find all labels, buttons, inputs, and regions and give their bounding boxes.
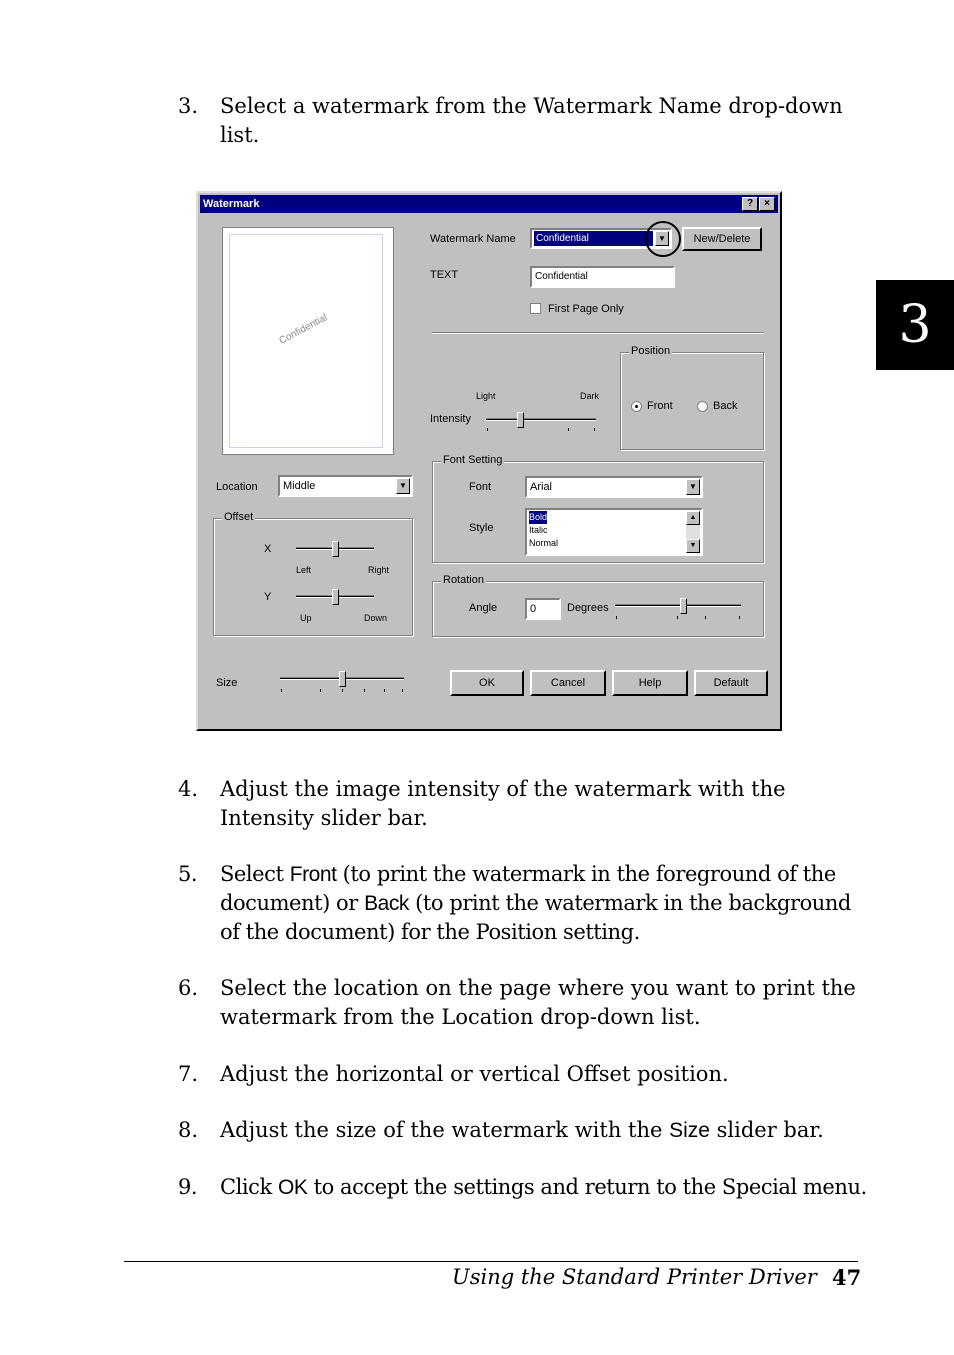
step-text: Adjust the image intensity of the watermark with the Intensity slider bar. — [220, 777, 786, 830]
slider-tick — [677, 616, 678, 619]
step-text-part: to accept the settings and return to the Special menu. — [307, 1175, 867, 1199]
slider-tick — [594, 428, 595, 431]
step-number: 9. — [178, 1175, 198, 1199]
step-number: 6. — [178, 976, 199, 1000]
rotation-group-title: Rotation — [443, 574, 484, 586]
font-dropdown[interactable] — [525, 476, 703, 498]
offset-group-title: Offset — [224, 511, 254, 523]
step-number: 4. — [178, 777, 199, 801]
font-setting-group — [432, 454, 764, 563]
location-dropdown[interactable] — [278, 475, 413, 497]
down-label: Down — [364, 613, 388, 623]
position-group — [620, 345, 764, 450]
back-radio[interactable] — [697, 401, 708, 412]
slider-thumb[interactable] — [332, 589, 339, 605]
default-button[interactable]: Default — [694, 670, 768, 696]
page-number: 47 — [832, 1265, 862, 1290]
left-label: Left — [296, 565, 312, 575]
help-icon[interactable]: ? — [742, 197, 758, 211]
slider-thumb[interactable] — [332, 541, 339, 557]
step-text-part: slider bar. — [709, 1118, 824, 1142]
ok-button[interactable]: OK — [450, 670, 524, 696]
angle-slider[interactable] — [615, 598, 741, 618]
font-setting-group-title: Font Setting — [443, 454, 503, 466]
slider-tick — [320, 689, 321, 692]
step-number: 3. — [178, 94, 199, 118]
new-delete-button[interactable]: New/Delete — [682, 227, 762, 251]
slider-track — [486, 418, 596, 421]
offset-y-slider[interactable] — [296, 589, 374, 609]
size-slider[interactable] — [280, 671, 404, 691]
font-label: Font — [469, 481, 492, 493]
back-label: Back — [713, 400, 738, 412]
slider-thumb[interactable] — [339, 671, 346, 687]
intensity-slider[interactable] — [486, 412, 596, 432]
chevron-down-icon[interactable]: ▼ — [655, 231, 669, 246]
offset-x-label: X — [264, 543, 272, 555]
step-number: 7. — [178, 1062, 199, 1086]
scrollbar-track[interactable] — [686, 525, 700, 539]
size-keyword: Size — [669, 1119, 710, 1142]
step-9 — [178, 1173, 868, 1202]
style-label: Style — [469, 522, 494, 534]
step-number: 5. — [178, 862, 198, 886]
preview-watermark: Confidential — [277, 312, 330, 347]
step-6 — [178, 974, 868, 1032]
chevron-down-icon[interactable]: ▼ — [396, 478, 410, 494]
slider-tick — [402, 689, 403, 692]
slider-thumb[interactable] — [517, 412, 524, 428]
right-label: Right — [368, 565, 390, 575]
light-label: Light — [476, 391, 496, 401]
angle-input[interactable]: 0 — [525, 598, 561, 620]
slider-tick — [568, 428, 569, 431]
style-option[interactable]: Normal — [529, 538, 559, 548]
slider-thumb[interactable] — [680, 598, 687, 614]
slider-tick — [616, 616, 617, 619]
step-text-part: Click — [220, 1175, 278, 1199]
location-value: Middle — [283, 480, 316, 492]
watermark-name-label: Watermark Name — [430, 233, 516, 245]
front-radio[interactable] — [631, 401, 642, 412]
font-value: Arial — [530, 481, 553, 493]
rotation-group — [432, 574, 764, 637]
size-label: Size — [216, 677, 238, 689]
style-option[interactable]: Bold — [529, 512, 548, 522]
step-text-part: Adjust the size of the watermark with the — [220, 1118, 670, 1142]
step-7 — [178, 1060, 868, 1089]
step-text-part: Select — [220, 862, 290, 886]
intensity-label: Intensity — [430, 413, 471, 425]
dialog-titlebar — [200, 195, 778, 213]
text-label: TEXT — [430, 269, 459, 281]
footer-title: Using the Standard Printer Driver — [452, 1265, 817, 1289]
location-label: Location — [216, 481, 258, 493]
step-number: 8. — [178, 1118, 199, 1142]
step-3 — [178, 92, 868, 150]
position-group-title: Position — [631, 345, 671, 357]
slider-tick — [364, 689, 365, 692]
step-text-part: (to print the watermark in the background of the document) for the Position setting. — [220, 891, 851, 944]
chevron-down-icon[interactable]: ▼ — [686, 479, 700, 495]
step-text: Adjust the horizontal or vertical Offset position. — [220, 1062, 729, 1086]
first-page-only-label: First Page Only — [548, 303, 624, 315]
first-page-only-checkbox[interactable] — [530, 303, 541, 314]
style-option[interactable]: Italic — [529, 525, 548, 535]
text-input[interactable]: Confidential — [530, 266, 675, 288]
callout-circle — [645, 221, 681, 257]
slider-tick — [281, 689, 282, 692]
cancel-button[interactable]: Cancel — [530, 670, 606, 696]
step-text — [220, 1173, 868, 1202]
divider — [432, 332, 764, 334]
slider-tick — [342, 689, 343, 692]
slider-tick — [705, 616, 706, 619]
step-4 — [178, 775, 868, 833]
slider-tick — [384, 689, 385, 692]
style-listbox[interactable] — [525, 508, 703, 556]
slider-tick — [487, 428, 488, 431]
scroll-down-icon[interactable]: ▼ — [686, 539, 700, 553]
watermark-dialog — [196, 191, 782, 731]
scroll-up-icon[interactable]: ▲ — [686, 511, 700, 525]
step-text — [220, 1116, 868, 1145]
up-label: Up — [300, 613, 312, 623]
preview-page — [229, 234, 383, 448]
offset-x-slider[interactable] — [296, 541, 374, 561]
step-text: Select a watermark from the Watermark Name drop-down list. — [220, 94, 843, 147]
step-8 — [178, 1116, 868, 1145]
front-keyword: Front — [289, 863, 337, 886]
page-preview — [222, 227, 394, 455]
chapter-tab: 3 — [876, 280, 954, 370]
step-text — [220, 860, 868, 947]
back-keyword: Back — [364, 892, 409, 915]
ok-keyword: OK — [277, 1176, 308, 1199]
front-label: Front — [647, 400, 673, 412]
slider-tick — [739, 616, 740, 619]
slider-track — [615, 604, 741, 607]
step-text: Select the location on the page where you want to print the watermark from the Location drop-down list. — [220, 976, 856, 1029]
degrees-label: Degrees — [567, 602, 609, 614]
dark-label: Dark — [580, 391, 600, 401]
angle-label: Angle — [469, 602, 498, 614]
footer-rule — [124, 1261, 858, 1262]
offset-group — [213, 511, 413, 636]
offset-y-label: Y — [264, 591, 272, 603]
close-icon[interactable]: × — [759, 197, 775, 211]
help-button[interactable]: Help — [612, 670, 688, 696]
dialog-title: Watermark — [203, 198, 260, 210]
step-text-part: (to print the watermark in the foreground of the document) or — [220, 862, 836, 915]
watermark-name-value: Confidential — [534, 231, 653, 246]
step-5 — [178, 860, 868, 947]
